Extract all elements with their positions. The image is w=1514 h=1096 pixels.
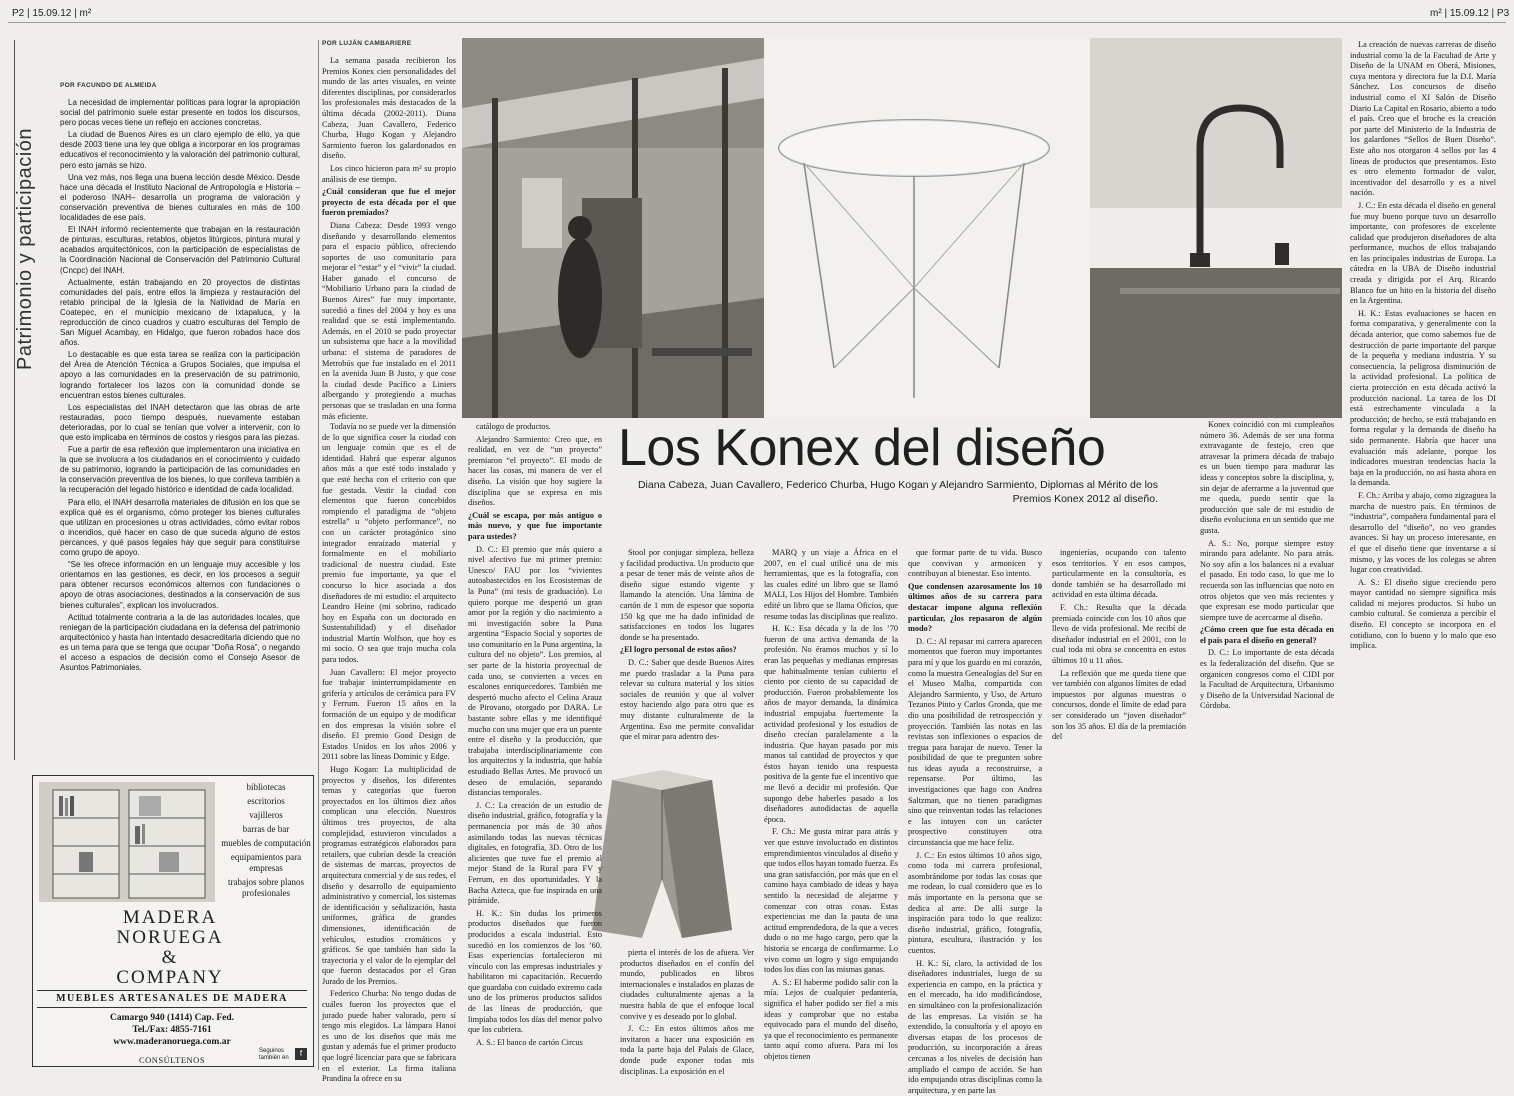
ad-brand-name [39,908,301,988]
paragraph: Federico Churba: No tengo dudas de cuáles fueron los proyectos que el jurado puede haber valorado, pero sí tengo mis elegidos. La lámpara Hanoi es uno de los diseños que más me gustan y además fue el primer producto que logré licenciar para que se fabricara en el exterior. La firma italiana Prandina la ofrece en su [322,989,456,1084]
faucet-photo [1090,38,1342,418]
paragraph: H. K.: Esa década y la de los ’70 fueron de una activa demanda de la profesión. No éramos muchos y sí lo eran las pequeñas y medianas empresas que habitualmente tenían cubierto el ciento por ciento de su capacidad de producción. Fueron probablemente los años de mayor demanda, la dinámica industrial empujaba fuertemente la actividad profesional y los estudios de diseño crecían paralelamente a la industria. Que hayan pasado por mis manos tal cantidad de proyectos y que éstos hayan tenido una respuesta positiva de la gente fue el incentivo que me llevó a decidir mi profesión. Que supongo debe haberles pasado a los diseñadores autodidactas de aquella época. [764,624,898,824]
paragraph: F. Ch.: Arriba y abajo, como zigzaguea la marcha de nuestro país. En términos de “industria”, compañera fundamental para el desarrollo del “diseño”, no veo grandes avances. Si hay un proceso interesante, en el que el diseño tiene que inventarse a sí mismo, y las voces de los colegas se abren lugar con creatividad. [1350,490,1496,575]
paragraph: H. K.: Sin dudas los primeros productos diseñados que fueron producidos a escala industrial. Esto sucedió en los comienzos de los ’60. Esas experiencias fortalecieron mi vínculo con las empresas industriales y habilitaron mi capacitación. Recuerdo que guardaba con cuidado extremo cada uno de los primeros productos salidos de las líneas de producción, que limpiaba todos los días del menor polvo que los cubriera. [468,908,602,1035]
paragraph: Stool por conjugar simpleza, belleza y facilidad productiva. Un producto que a pesar de tener más de veinte años de diseño sigue estando vigente y llamando la atención. Una lámina de cartón de 1 mm de espesor que soporta 150 kg que me ha dado infinidad de satisfacciones en todos los lugares donde se ha presentado. [620,548,754,642]
right-page-number: P3 [1496,8,1510,19]
paragraph: F. Ch.: Resulta que la década premiada coincide con los 10 años que llevo de vida profesional. Me recibí de diseñador industrial en el 2001, con lo cual toda mi obra se concentra en estos últimos 10 u 11 años. [1052,602,1186,665]
paragraph: La creación de nuevas carreras de diseño industrial como la de la Facultad de Arte y Diseño de la UNAM en Oberá, Misiones, cuya mentora y directora fue la D.I. María Sánchez. Los concursos de diseño industrial como el XI Salón de Diseño Diario La Capital en Rosario, abierto a todo el país. Creo que el broche es la creación por parte del Ministerio de la Industria de los galardones “Sellos de Buen Diseño”. Este año nos otorgaron 4 sellos por las 4 líneas de productos que presentamos. Esto es otro elemento formador de valor, incentivador del desarrollo y es a nivel nación. [1350,40,1496,198]
ad-phone: Tel./Fax: 4855-7161 [132,1025,212,1035]
paragraph: Los especialistas del INAH detectaron que las obras de arte restauradas, poco tiempo después, nuevamente estaban deterioradas, por lo cual se tenían que volver a intervenir, con lo que esto implicaba en términos de costos y riesgos para las piezas. [60,402,300,442]
ad-item: barras de bar [242,824,290,834]
article-subtitle: Diana Cabeza, Juan Cavallero, Federico Churba, Hugo Kogan y Alejandro Sarmiento, Diplomas al Mérito de los Premios Konex 2012 al diseño. [637,479,1158,505]
main-article-col6 [1052,548,1186,1070]
cardboard-stool-photo [582,760,742,948]
ad-cta: CONSÚLTENOS [138,1055,206,1065]
left-section-name: m² [79,8,92,19]
main-article-col8 [1350,40,1496,1070]
ad-product-list [221,782,311,902]
paragraph: La necesidad de implementar políticas para lograr la apropiación social del patrimonio suele estar presente en todos los discursos, pero pocas veces tiene un reflejo en acciones concretas. [60,98,300,128]
paragraph: La reflexión que me queda tiene que ver también con algunos límites de edad impuestos por algunas muestras o concursos, donde el límite de edad para ser considerado un “joven diseñador” son los 35 años. El día de la premiación del [1052,668,1186,742]
header-rule [8,22,1506,23]
ad-item: vajilleros [249,810,283,820]
ad-website[interactable]: www.maderanoruega.com.ar [113,1037,231,1047]
ad-item: muebles de computación [221,838,311,848]
ad-item: trabajos sobre planos profesionales [228,877,304,898]
paragraph: que formar parte de tu vida. Busco que convivan y armonicen y contribuyan al bienestar. Eso intento. [908,548,1042,579]
main-article-col2 [468,422,602,1070]
left-page-number: P2 [12,8,25,19]
paragraph: A. S.: El banco de cartón Circus [476,1037,583,1047]
main-article-col5 [908,548,1042,1095]
right-page-header: m² | 15.09.12 | P3 [1430,8,1510,19]
paragraph: H. K.: Sí, claro, la actividad de los diseñadores industriales, luego de su experiencia en campo, en la práctica y en el mercado, ha ido modificándose, en simultáneo con la profesionalización de las empresas. La visión se ha extendido, la consultoría y el apoyo en diversas etapas de los procesos de producción, su incorporación a áreas cercanas a los niveles de decisión han ampliado el campo de acción. Se han ido empujando otras disciplinas como la arquitectura, y en parte las [908,958,1042,1095]
main-article-col1-top [322,56,456,420]
table-photo [764,38,1090,418]
paragraph: A. S.: No, porque siempre estoy mirando para adelante. No para atrás. No soy afín a los balances ni a evaluar el pasado. En todo caso, lo que me lo recuerda son las influencias que noto en otros objetos que veo más recientes y que expresan ese modo particular que siempre tuve de acercarme al diseño. [1200,538,1334,622]
madera-noruega-ad[interactable] [32,775,314,1067]
paragraph: Todavía no se puede ver la dimensión de lo que significa coser la ciudad con un lenguaje común que es el de identidad. Habrá que esperar algunos años más a que esté todo instalado y que esté hecha con el criterio con que fue gestada. Vestir la ciudad con elementos que fueron concebidos rompiendo el paradigma de “objeto estrella” u “objeto performance”, no con un carácter protagónico sino integrador enraizado material y formalmente en el mobiliario tradicional de nuestra ciudad. Este premio fue importante, ya que el concurso lo hice asociada a dos diseñadores de mi estudio: el arquitecto Leandro Heine (mi sobrino, radicado hoy en España con un doctorado en Sustentabilidad) y el diseñador industrial Martín Wolfson, que hoy es mi socio. O sea que trajo mucha cola para todos. [322,422,456,665]
brand-line: COMPANY [116,967,224,988]
ad-address: Camargo 940 (1414) Cap. Fed. [109,1013,234,1023]
question: ¿Cuál se escapa, por más antiguo o más nuevo, y que fue importante para ustedes? [468,510,602,541]
paragraph: Una vez más, nos llega una buena lección desde México. Desde hace una década el Instituto Nacional de Antropología e Historia –el poderoso INAH– desarrolla un programa de valoración y conservación preventiva de bienes culturales en más de 100 localidades de ese país. [60,172,300,223]
brand-line: & [161,947,179,968]
column-divider [318,40,319,1070]
paragraph: La semana pasada recibieron los Premios Konex cien personalidades del mundo de las artes visuales, en veinte diferentes disciplinas, por considerarlos los profesionales más destacados de la última década (2002-2011). Diana Cabeza, Juan Cavallero, Federico Churba, Hugo Kogan y Alejandro Sarmiento fueron los galardonados en diseño. [322,56,456,161]
main-article-col3-bottom [620,948,754,1076]
left-page-header: P2 | 15.09.12 | m² [12,8,92,19]
paragraph: Actualmente, están trabajando en 20 proyectos de distintas comunidades del país, entre ellos la limpieza y restauración del retablo principal de la Iglesia de la Natividad de María en Coatepec, en el municipio mexicano de Ixtapaluca, y la reproducción de cinco cuadros y cuatro esculturas del Templo de San Miguel Acambay, en Hidalgo, que fueron robados hace dos años. [60,277,300,348]
paragraph: A. S.: El diseño sigue creciendo pero mayor cantidad no siempre significa más calidad ni mejores productos. Sí hubo un cambio cultural. Se comienza a percibir el diseño. El concepto se incorpora en el cotidiano, con lo bueno y lo malo que eso implica. [1350,577,1496,651]
bus-stop-photo [462,38,764,418]
paragraph: D. C.: El premio que más quiero a nivel afectivo fue mi primer premio: Unesco/ FAU por los “vivientes autoabastecidos en los Ecosistemas de la Puna” (mi tesis de graduación). Lo quiero porque me despertó un gran amor por la región y dio nacimiento a mi investigación sobre la Puna argentina “Espacio Social y soportes de uso comunitario en la Puna argentina, la cultura del no objeto”. Los premios, al ser parte de la historia proyectual de cada uno, se convierten a veces en escalones enriquecedores. También me despertó mucho afecto el Celina Arauz de Pirovano, otorgado por DARA. Le bastante sobre ellas y me identifiqué mucho con una mujer que era un puente entre el diseño y la producción, que trabajaba interdisciplinariamente con los arquitectos y la industria, que había estudiado Bellas Artes. Me provocó un deseo de emulación, separando distancias temporales. [468,544,602,798]
question: ¿El logro personal de estos años? [620,645,737,655]
paragraph: catálogo de productos. [476,422,551,431]
article-title: Los Konex del diseño [618,419,1106,477]
paragraph: J. C.: En estos últimos años me invitaron a hacer una exposición en toda la parte baja del Palais de Glace, donde pude exponer todas mis disciplinas. La exposición en el [620,1024,754,1076]
paragraph: J. C.: En estos últimos 10 años sigo, como toda mi carrera profesional, asombrándome por todas las cosas que me rodean, lo cual considero que es lo más importante en la persona que se dedica al arte. De allí surge la inspiración para todo lo que realizo: diseño industrial, gráfico, fotografía, pintura, escultura, ilustración y los cuentos. [908,850,1042,955]
left-page-date: 15.09.12 [32,8,72,19]
paragraph: MARQ y un viaje a África en el 2007, en el cual utilicé una de mis herramientas, que es la fotografía, con las cuales edité un libro que se llamó MALI, Los Hijos del Hombre. También edité un libro que se llama Oficios, que resume todas las disciplinas que realizo. [764,548,898,621]
main-article-col3-top [620,548,754,758]
question: ¿Cuál consideran que fue el mejor proyecto de esta década por el que fueron premiados? [322,187,456,218]
paragraph: Juan Cavallero: El mejor proyecto fue trabajar ininterrumpidamente en grifería y artículos de cerámica para FV y Ferrum. Fueron 15 años en la formación de un equipo y de modificar en dos empresas la visión sobre el diseño. El premio Good Design de Estados Unidos en los años 2006 y 2011 sobre las líneas Dominic y Edge. [322,667,456,762]
paragraph: D. C.: Lo importante de esta década es la federalización del diseño. Que se organicen congresos como el CIDI por la Facultad de Arquitectura, Urbanismo y Diseño de la Universidad Nacional de Córdoba. [1200,648,1334,711]
paragraph: pierta el interés de los de afuera. Ver productos diseñados en el confín del mundo, publicados en libros internacionales e instalados en plazas de ciudades culturalmente ajenas a la nuestra habla de que el enfoque local convive y es deseado por lo global. [620,948,754,1021]
paragraph: Actitud totalmente contraria a la de las autoridades locales, que reniegan de la participación ciudadana en la defensa del patrimonio arquitectónico y hasta han intentado desacreditarla diciendo que no es un tema para que se tenga que ocupar “Doña Rosa”, o negando el acceso a espacios de decisión como el Consejo Asesor de Asuntos Patrimoniales. [60,612,300,673]
paragraph: H. K.: Estas evaluaciones se hacen en forma comparativa, y generalmente con la década anterior, que como sabemos fue de destrucción de parte importante del parque de la pequeña y mediana industria. Y su consecuencia, la peligrosa disminución de la actividad profesional. La política de cierta protección en esta década activó la producción nacional. La tarea de los DI está estrechamente vinculada a la producción; de hecho, se está trabajando en forma regular y la demanda de diseño ha sido permanente. Habría que hacer una evaluación más adelante, porque los indicadores muestran tendencias hacia la baja en la producción, no así hasta ahora en la demanda. [1350,308,1496,488]
paragraph: La ciudad de Buenos Aires es un claro ejemplo de ello, ya que desde 2003 tiene una ley que obliga a incorporar en los programas educativos el reconocimiento y la valoración del patrimonio cultural, pero esto jamás se hizo. [60,130,300,170]
paragraph: F. Ch.: Me gusta mirar para atrás y ver que estuve involucrado en distintos emprendimientos vinculados al diseño y que todos ellos hayan tomado fuerza. Es una gran satisfacción, por más que en el camino haya cambiado de ideas y haya sentido la necesidad de alejarme y comenzar con otras cosas. Estas experiencias me dan la pauta de una actitud emprendedora, de la que a veces dudo o no me hago cargo, pero que la historia se encarga de confirmarme. Lo vivo como un logro y sigo empujando todos los días con las mismas ganas. [764,827,898,975]
right-section-name: m² [1430,8,1442,19]
right-page-date: 15.09.12 [1449,8,1489,19]
paragraph: D. C.: Al repasar mi carrera aparecen momentos que fueron muy importantes para mí y que los guardo en mi corazón, como la muestra Genealogías del Sur en el Museo Malba, compartida con Alejandro Sarmiento, y Uso, de Arturo Tezanos Pinto y Carlos Gronda, que me dio una posibilidad de retrospección y proyección. También las notas en las revistas son inflexiones o espacios de tregua para barajar de nuevo. Tener la posibilidad de que te pregunten sobre tus ideas ayuda a reconstruirse, a repensarse. Por último, las investigaciones que hago con Andrea Saltzman, que no tienen paradigmas sino que reinventan todas las relaciones e las intuyen con un carácter prospectivo constituyen otra circunstancia que me hace feliz. [908,636,1042,848]
paragraph: Hugo Kogan: La multiplicidad de proyectos y diseños, los diferentes temas y categorías que fueron proyectados en los últimos diez años complican una elección. Nuestros últimos tres proyectos, de alta complejidad, estuvieron vinculados a programas estratégicos elaborados para retailers, que cubrían desde la creación de sistemas de marcas, proyectos de arquitectura comercial y de sus redes, el diseño y desarrollo de equipamiento administrativo y comercial, los sistemas de identificación y señalización, hasta uniformes, gráfica de grandes dimensiones, identificación de vehículos, estudios cromáticos y gráficos. Se que también han sido la trayectoria y el valor de lo ejemplar del que fueron destacados por el Gran Jurado de los Premios. [322,765,456,986]
paragraph: Para ello, el INAH desarrolla materiales de difusión en los que se explica qué es el organismo, cómo proteger los bienes culturales que utilizan en procesiones u otras actividades, cómo evitar robos o incendios, qué hacer en caso de que suceda alguno de estos percances, y qué pasos legales hay que seguir para constituirse como grupo de apoyo. [60,497,300,558]
ad-tagline: MUEBLES ARTESANALES DE MADERA [37,990,307,1008]
left-article-body [60,98,300,760]
ad-social-label: Seguinos también en [259,1048,289,1061]
paragraph: D. C.: Saber que desde Buenos Aires me puedo trasladar a la Puna para relevar su cultura material y los sitios sociales de reunión y que al volver estoy haciendo algo para otro que es muy distante culturalmente de la Argentina. Eso me permite convalidar que el mirar para adentro des- [620,657,754,742]
left-article-vertical-title: Patrimonio y participación [14,128,36,370]
ad-item: bibliotecas [246,782,286,792]
paragraph: Alejandro Sarmiento: Creo que, en realidad, en vez de “un proyecto” premiaron “el proyecto”. El modo de hacer las cosas, mi manera de ver el diseño. La visión que hoy sugiere la disciplina que se expresa en mis diseños. [468,434,602,508]
question: Que condensen azarosamente los 10 últimos años de su carrera para destacar impone alguna reflexión particular, ¿los repasaron de algún modo? [908,581,1042,634]
paragraph: J. C.: En esta década el diseño en general fue muy bueno porque tuvo un desarrollo importante, con profesores de excelente calidad que produjeron diseñadores de alta performance, muchos de ellos trabajando en las principales industrias de Europa. La cátedra en la UBA de Diseño industrial creada y dirigida por el Arq. Ricardo Blanco fue un hito en la historia del diseño en la Argentina. [1350,200,1496,306]
ad-item: equipamientos para empresas [230,852,302,873]
main-article-col7 [1200,420,1334,1070]
brand-line: NORUEGA [116,927,224,948]
paragraph: J. C.: La creación de un estudio de diseño industrial, gráfico, fotografía y la permanencia por más de 30 años asimilando todas las nuevas técnicas digitales, en fotografía, 3D. Otro de los alicientes que tuve fue el premio al mejor Stand de la Rural para FV y Ferrum, en dos oportunidades. Y la Bacha Azteca, que fue inspirada en una pirámide. [468,800,602,906]
brand-line: MADERA [122,907,218,928]
paragraph: Fue a partir de esa reflexión que implementaron una iniciativa en la que se involucra a los ciudadanos en el conocimiento y cuidado de su patrimonio, logrando la participación de las comunidades en la conservación preventiva de los bienes, lo que conlleva también a la recuperación del legado histórico e identidad de cada localidad. [60,445,300,495]
left-article-byline: POR FACUNDO DE ALMEIDA [60,82,157,89]
paragraph: ingenierías, ocupando con talento esos territorios. Y en esos campos, particularmente en la consultoría, es donde también se ha desarrollado mi actividad en esta última década. [1052,548,1186,600]
paragraph: El INAH informó recientemente que trabajan en la restauración de pinturas, esculturas, retablos, objetos litúrgicos, pintura mural y acabados arquitectónicos, con la participación de especialistas de la Coordinación Nacional de Conservación del Patrimonio Cultural (Cncpc) del INAH. [60,225,300,275]
paragraph: A. S.: El haberme podido salir con la mía. Lejos de cualquier pedantería, significa el haber podido ser fiel a mis ideas y comprobar que no estaba equivocado para el mundo del diseño, ya que el reconocimiento es permanente tanto aquí como afuera. Para mí los objetos tienen [764,977,898,1061]
paragraph: Lo destacable es que esta tarea se realiza con la participación del Área de Atención Técnica a Grupos Sociales, que impulsa el apoyo a las comunidades en la preservación de su patrimonio, logrando fortalecer los lazos con la comunidad donde se encuentran estos bienes culturales. [60,350,300,400]
main-article-col1-bottom [322,422,456,1084]
paragraph: Los cinco hicieron para m² su propio análisis de ese tiempo. [322,163,456,184]
ad-item: escritorios [247,796,285,806]
main-article-byline: POR LUJÁN CAMBARIERE [322,40,412,47]
paragraph: Diana Cabeza: Desde 1993 vengo diseñando y desarrollando elementos para el espacio público, ofreciendo soportes de uso comunitario para mejorar el “estar” y el “vivir” la ciudad. Haber ganado el concurso de “Mobiliario Urbano para la ciudad de Buenos Aires” fue muy importante, sucedió a fines del 2004 y hoy es una realidad que se está implementando. Además, en el 2010 se pudo proyectar un subsistema que hace a la movilidad urbana: el sistema de paradores de Metrobús que fue instalado en el 2011 en la avenida Juan B Justo, y que cose la ciudad desde Pacífico a Liniers albergando y protegiendo a muchas personas que se trasladan en una forma más eficiente. [322,220,456,421]
main-article-col4 [764,548,898,1070]
question: ¿Cómo creen que fue esta década en el país para el diseño en general? [1200,625,1334,645]
bookshelf-photo [39,782,215,902]
paragraph: Konex coincidió con mi cumpleaños número 36. Además de ser una forma extravagante de festejo, creo que atravesar la primera década de trabajo es un buen tiempo para madurar las ideas y conceptos sobre la disciplina, y, sin dejar de aferrarme a la juventud que me queda, puedo sentir que la producción que sale de mi estudio de diseño evoluciona en un sentido que me gusta. [1200,420,1334,535]
paragraph: “Se les ofrece información en un lenguaje muy accesible y los orientamos en las gestiones, es decir, en los procesos a seguir para obtener recursos económicos alternos con fundaciones o apoyo de otras asociaciones, destinados a la conservación de sus bienes culturales”, explican los involucrados. [60,560,300,610]
social-icon[interactable]: f [295,1048,307,1060]
